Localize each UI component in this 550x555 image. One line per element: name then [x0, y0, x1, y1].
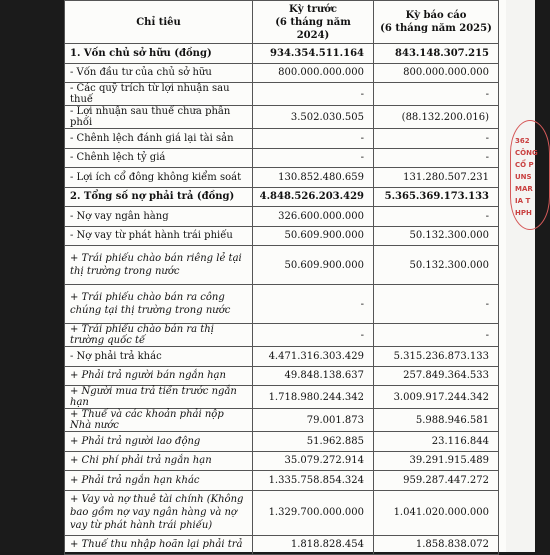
row-prev-value: 130.852.480.659 [253, 168, 374, 188]
row-prev-value: - [253, 129, 374, 149]
row-curr-value: - [374, 207, 499, 227]
row-curr-value: - [374, 129, 499, 149]
table-row [65, 106, 499, 129]
row-curr-value: 3.009.917.244.342 [374, 386, 499, 409]
table-row [65, 366, 499, 386]
row-curr-value: - [374, 324, 499, 347]
row-prev-value: 4.471.316.303.429 [253, 347, 374, 367]
table-row [65, 83, 499, 106]
row-prev-value: 3.502.030.505 [253, 106, 374, 129]
company-seal-stamp: 362 CÔNG CỔ P UNS MAR IA T HPH [510, 120, 550, 230]
table-row [65, 386, 499, 409]
row-curr-value: - [374, 285, 499, 324]
row-prev-value: - [253, 83, 374, 106]
table-row [65, 432, 499, 452]
row-curr-value: 843.148.307.215 [374, 44, 499, 64]
row-label: - Lợi ích cổ đông không kiểm soát [65, 168, 253, 188]
header-report-period: Kỳ báo cáo (6 tháng năm 2025) [374, 1, 499, 44]
table-row [65, 246, 499, 285]
row-prev-value: 1.335.758.854.324 [253, 471, 374, 491]
table-header-row [65, 1, 499, 44]
scan-left-margin [0, 0, 64, 552]
row-label: - Các quỹ trích từ lợi nhuận sau thuế [65, 83, 253, 106]
row-label: - Vốn đầu tư của chủ sở hữu [65, 63, 253, 83]
financial-table [64, 0, 499, 555]
table-row [65, 187, 499, 207]
row-curr-value: 50.132.300.000 [374, 226, 499, 246]
table-row [65, 63, 499, 83]
row-label: + Phải trả người lao động [65, 432, 253, 452]
row-label: + Phải trả ngắn hạn khác [65, 471, 253, 491]
document-page [64, 0, 506, 552]
row-curr-value: - [374, 148, 499, 168]
row-curr-value: 39.291.915.489 [374, 451, 499, 471]
row-label: + Trái phiếu chào bán ra công chúng tại thị trường trong nước [65, 285, 253, 324]
row-label: + Phải trả người bán ngắn hạn [65, 366, 253, 386]
row-prev-value: 50.609.900.000 [253, 246, 374, 285]
table-row [65, 324, 499, 347]
row-prev-value: 49.848.138.637 [253, 366, 374, 386]
header-indicator: Chỉ tiêu [65, 1, 253, 44]
table-row [65, 451, 499, 471]
table-row [65, 490, 499, 535]
row-label: + Chi phí phải trả ngắn hạn [65, 451, 253, 471]
table-row [65, 471, 499, 491]
row-prev-value: 1.718.980.244.342 [253, 386, 374, 409]
table-row [65, 535, 499, 555]
row-curr-value: (88.132.200.016) [374, 106, 499, 129]
row-curr-value: 5.365.369.173.133 [374, 187, 499, 207]
row-prev-value: 800.000.000.000 [253, 63, 374, 83]
row-curr-value: 131.280.507.231 [374, 168, 499, 188]
row-curr-value: 23.116.844 [374, 432, 499, 452]
row-label: + Vay và nợ thuê tài chính (Không bao gồm nợ vay ngân hàng và nợ vay từ phát hành trái phiếu) [65, 490, 253, 535]
row-prev-value: - [253, 148, 374, 168]
row-prev-value: 51.962.885 [253, 432, 374, 452]
row-prev-value: 1.329.700.000.000 [253, 490, 374, 535]
row-curr-value: 1.858.838.072 [374, 535, 499, 555]
row-label: + Trái phiếu chào bán riêng lẻ tại thị trường trong nước [65, 246, 253, 285]
table-row [65, 168, 499, 188]
table-row [65, 129, 499, 149]
row-prev-value: 1.818.828.454 [253, 535, 374, 555]
row-curr-value: 959.287.447.272 [374, 471, 499, 491]
row-curr-value: 1.041.020.000.000 [374, 490, 499, 535]
row-prev-value: 4.848.526.203.429 [253, 187, 374, 207]
row-curr-value: - [374, 83, 499, 106]
row-label: + Trái phiếu chào bán ra thị trường quốc tế [65, 324, 253, 347]
row-label: 1. Vốn chủ sở hữu (đồng) [65, 44, 253, 64]
table-row [65, 44, 499, 64]
row-label: 2. Tổng số nợ phải trả (đồng) [65, 187, 253, 207]
table-row [65, 148, 499, 168]
row-curr-value: 5.315.236.873.133 [374, 347, 499, 367]
table-row [65, 207, 499, 227]
row-prev-value: 79.001.873 [253, 409, 374, 432]
row-label: - Chênh lệch tỷ giá [65, 148, 253, 168]
row-curr-value: 50.132.300.000 [374, 246, 499, 285]
row-label: - Nợ phải trả khác [65, 347, 253, 367]
row-label: + Thuế thu nhập hoãn lại phải trả [65, 535, 253, 555]
row-label: - Chênh lệch đánh giá lại tài sản [65, 129, 253, 149]
row-prev-value: 50.609.900.000 [253, 226, 374, 246]
table-row [65, 347, 499, 367]
row-curr-value: 257.849.364.533 [374, 366, 499, 386]
row-label: - Nợ vay ngân hàng [65, 207, 253, 227]
adjacent-page-edge [506, 0, 535, 552]
table-row [65, 285, 499, 324]
row-curr-value: 800.000.000.000 [374, 63, 499, 83]
row-prev-value: - [253, 285, 374, 324]
row-prev-value: 934.354.511.164 [253, 44, 374, 64]
row-prev-value: 326.600.000.000 [253, 207, 374, 227]
row-label: - Lợi nhuận sau thuế chưa phân phối [65, 106, 253, 129]
row-prev-value: - [253, 324, 374, 347]
header-previous-period: Kỳ trước (6 tháng năm 2024) [253, 1, 374, 44]
row-curr-value: 5.988.946.581 [374, 409, 499, 432]
table-row [65, 226, 499, 246]
row-label: + Thuế và các khoản phải nộp Nhà nước [65, 409, 253, 432]
row-prev-value: 35.079.272.914 [253, 451, 374, 471]
row-label: - Nợ vay từ phát hành trái phiếu [65, 226, 253, 246]
row-label: + Người mua trả tiền trước ngắn hạn [65, 386, 253, 409]
table-row [65, 409, 499, 432]
